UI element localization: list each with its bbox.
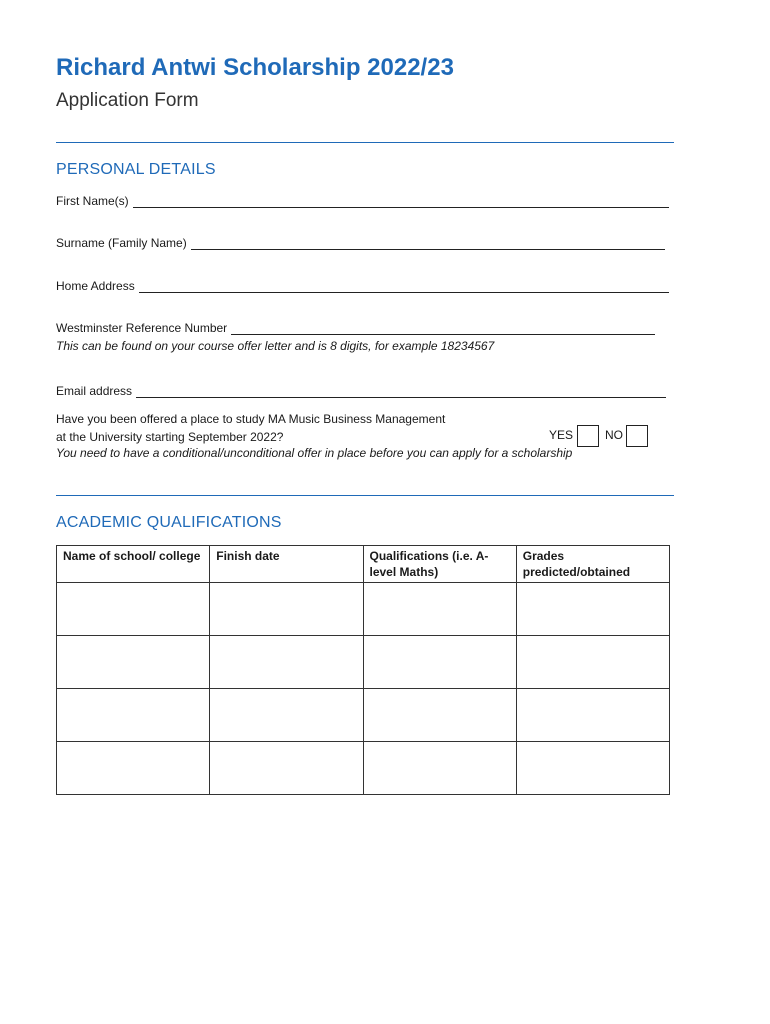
home-address-input-line[interactable] [139,282,669,293]
home-address-field[interactable] [56,279,669,293]
table-cell-grades[interactable] [516,742,669,795]
offer-question-line2: at the University starting September 2022? [56,430,284,444]
table-row [57,636,670,689]
qualifications-table [56,545,670,795]
no-checkbox[interactable] [626,425,648,447]
table-cell-finish-date[interactable] [210,742,363,795]
table-row [57,742,670,795]
personal-details-heading: PERSONAL DETAILS [56,161,216,178]
table-cell-finish-date[interactable] [210,689,363,742]
table-cell-qualifications[interactable] [363,689,516,742]
first-name-input-line[interactable] [133,197,669,208]
table-cell-finish-date[interactable] [210,636,363,689]
table-cell-grades[interactable] [516,636,669,689]
offer-note: You need to have a conditional/unconditional offer in place before you can apply for a scholarship [56,446,573,460]
column-header-grades: Grades predicted/obtained [516,546,669,583]
table-cell-grades[interactable] [516,583,669,636]
table-cell-school[interactable] [57,583,210,636]
table-row [57,689,670,742]
yes-checkbox[interactable] [577,425,599,447]
reference-number-label: Westminster Reference Number [56,321,228,335]
surname-input-line[interactable] [191,239,665,250]
column-header-qualifications: Qualifications (i.e. A-level Maths) [363,546,516,583]
yes-label: YES [549,428,574,442]
email-field[interactable] [56,384,666,398]
table-cell-grades[interactable] [516,689,669,742]
first-name-label: First Name(s) [56,194,129,208]
section-divider [56,142,674,143]
no-label: NO [605,428,623,442]
surname-field[interactable] [56,236,665,250]
reference-number-note: This can be found on your course offer letter and is 8 digits, for example 18234567 [56,339,495,353]
surname-label: Surname (Family Name) [56,236,187,250]
form-subtitle: Application Form [56,90,199,111]
table-row [57,583,670,636]
table-cell-school[interactable] [57,636,210,689]
table-header-row [57,546,670,583]
table-cell-qualifications[interactable] [363,636,516,689]
table-cell-school[interactable] [57,742,210,795]
offer-question-line1: Have you been offered a place to study MA Music Business Management [56,412,446,426]
reference-number-input-line[interactable] [231,324,655,335]
form-title: Richard Antwi Scholarship 2022/23 [56,54,454,81]
email-label: Email address [56,384,133,398]
column-header-finish-date: Finish date [210,546,363,583]
table-cell-school[interactable] [57,689,210,742]
academic-qualifications-heading: ACADEMIC QUALIFICATIONS [56,514,282,531]
table-cell-finish-date[interactable] [210,583,363,636]
section-divider [56,495,674,496]
table-cell-qualifications[interactable] [363,583,516,636]
offer-question [56,410,445,446]
home-address-label: Home Address [56,279,135,293]
column-header-school: Name of school/ college [57,546,210,583]
first-name-field[interactable] [56,194,669,208]
email-input-line[interactable] [136,387,666,398]
table-cell-qualifications[interactable] [363,742,516,795]
reference-number-field[interactable] [56,321,655,335]
